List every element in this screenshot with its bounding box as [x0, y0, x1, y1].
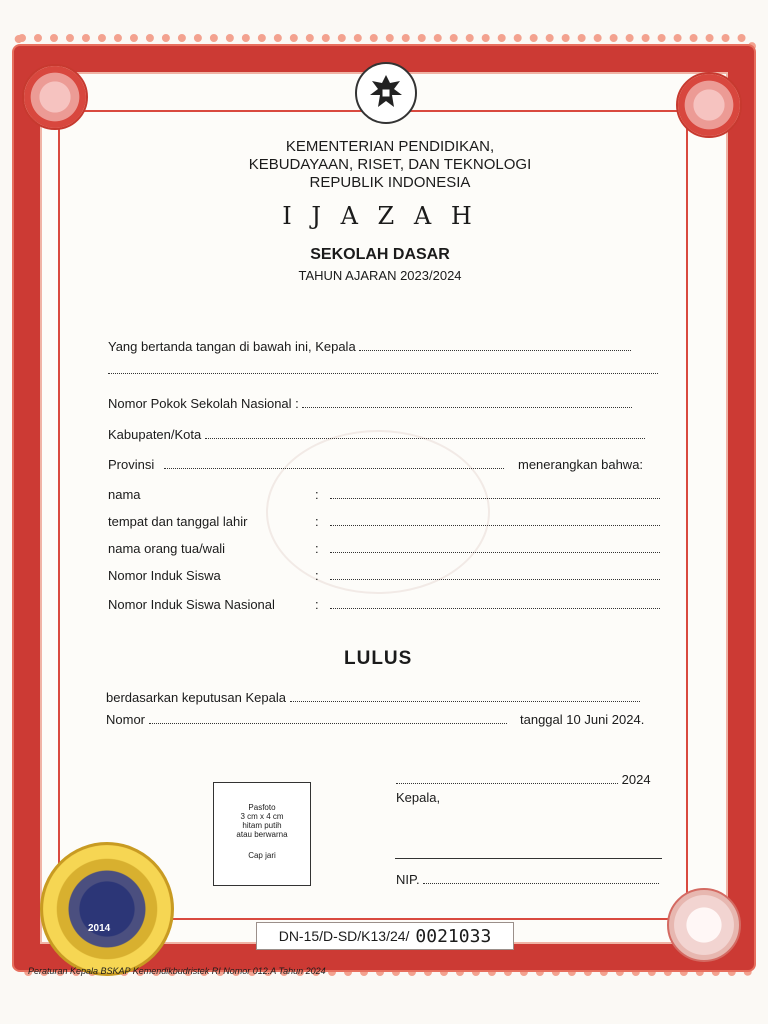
- fingerprint-label: Cap jari: [248, 851, 276, 860]
- parent-value-row: [315, 541, 660, 556]
- ministry-line-3: REPUBLIK INDONESIA: [309, 174, 471, 191]
- province-dotline: [164, 458, 504, 469]
- corner-ornament-top-right: [676, 72, 742, 138]
- name-value-row: [315, 487, 660, 502]
- nis-dotline: [330, 569, 660, 580]
- decision-dotline: [290, 691, 640, 702]
- nip-row: [396, 872, 659, 887]
- regulation-footer: Peraturan Kepala BSKAP Kemendikbudristek RI Nomor 012.A Tahun 2024: [28, 966, 326, 976]
- name-dotline: [330, 488, 660, 499]
- regency-label: Kabupaten/Kota: [108, 427, 202, 442]
- parent-dotline: [330, 542, 660, 553]
- photo-color: hitam putih: [242, 821, 282, 830]
- nip-label: NIP.: [396, 872, 420, 887]
- npsn-row: [108, 396, 632, 411]
- declare-text: menerangkan bahwa:: [518, 457, 644, 472]
- school-name-row: [108, 362, 658, 377]
- graduation-status: LULUS: [344, 648, 413, 669]
- signature-year: 2024: [621, 772, 651, 787]
- npsn-dotline: [302, 397, 632, 408]
- decision-label: berdasarkan keputusan Kepala: [106, 690, 286, 705]
- ministry-line-1: KEMENTERIAN PENDIDIKAN,: [285, 138, 495, 155]
- number-label: Nomor: [106, 712, 146, 727]
- regency-dotline: [205, 428, 645, 439]
- nisn-colon: :: [315, 597, 319, 612]
- signature-line: [395, 858, 662, 859]
- principal-intro-row: [108, 339, 631, 354]
- seal-year: 2014: [88, 923, 111, 934]
- garuda-emblem-icon: [355, 62, 417, 124]
- signature-role: Kepala,: [396, 790, 441, 805]
- province-row: [108, 457, 504, 472]
- serial-number: 0021033: [415, 925, 492, 947]
- serial-number-box: [256, 922, 514, 950]
- serial-prefix: DN-15/D-SD/K13/24/: [278, 928, 410, 944]
- nisn-dotline: [330, 598, 660, 609]
- ministry-header: [190, 138, 590, 192]
- photo-placeholder: [213, 782, 311, 886]
- province-label: Provinsi: [108, 457, 155, 472]
- nis-value-row: [315, 568, 660, 583]
- npsn-label: Nomor Pokok Sekolah Nasional :: [108, 396, 299, 411]
- signature-date-row: [396, 772, 651, 787]
- nip-dotline: [423, 873, 659, 884]
- birth-value-row: [315, 514, 660, 529]
- academic-year: TAHUN AJARAN 2023/2024: [298, 268, 462, 283]
- nisn-label: Nomor Induk Siswa Nasional: [108, 597, 275, 612]
- nis-label: Nomor Induk Siswa: [108, 568, 221, 583]
- name-colon: :: [315, 487, 319, 502]
- decision-row: [106, 690, 640, 705]
- decision-date: tanggal 10 Juni 2024.: [520, 712, 645, 727]
- security-seal-icon: [40, 842, 174, 976]
- parent-colon: :: [315, 541, 319, 556]
- photo-size: 3 cm x 4 cm: [240, 812, 284, 821]
- school-name-dotline: [108, 363, 658, 374]
- principal-intro-dotline: [359, 340, 631, 351]
- signature-place-dotline: [396, 773, 618, 784]
- parent-label: nama orang tua/wali: [108, 541, 226, 556]
- photo-label: Pasfoto: [248, 803, 276, 812]
- principal-intro-label: Yang bertanda tangan di bawah ini, Kepala: [108, 339, 356, 354]
- ministry-line-2: KEBUDAYAAN, RISET, DAN TEKNOLOGI: [248, 156, 532, 173]
- photo-color-alt: atau berwarna: [236, 830, 288, 839]
- birth-dotline: [330, 515, 660, 526]
- regency-row: [108, 427, 645, 442]
- number-row: [106, 712, 507, 727]
- birth-colon: :: [315, 514, 319, 529]
- hologram-seal-icon: [667, 888, 741, 962]
- birth-label: tempat dan tanggal lahir: [108, 514, 248, 529]
- nisn-value-row: [315, 597, 660, 612]
- nis-colon: :: [315, 568, 319, 583]
- document-title: I J A Z A H: [282, 202, 478, 230]
- number-dotline: [149, 713, 507, 724]
- school-level: SEKOLAH DASAR: [310, 246, 450, 263]
- name-label: nama: [108, 487, 141, 502]
- corner-ornament-top-left: [22, 64, 88, 130]
